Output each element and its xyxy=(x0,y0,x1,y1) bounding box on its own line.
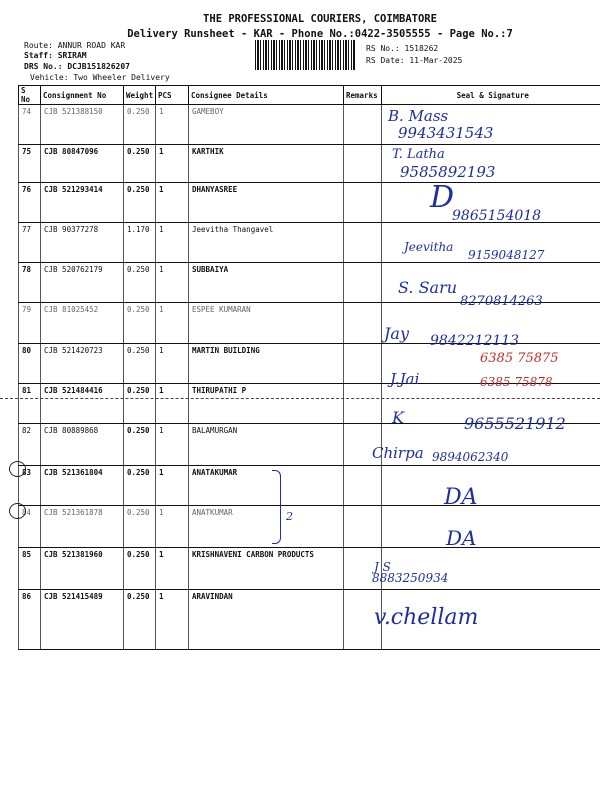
table-row xyxy=(19,344,600,384)
phone-82: 9655521912 xyxy=(464,414,566,433)
drs-number: DRS No.: DCJB151826207 xyxy=(24,62,130,71)
row-signature xyxy=(382,145,600,183)
phone-83: 9894062340 xyxy=(432,450,509,464)
row-consignee: KARTHIK xyxy=(189,145,344,183)
row-signature xyxy=(382,548,600,590)
row-consignee: MARTIN BUILDING xyxy=(189,344,344,384)
barcode xyxy=(255,40,355,70)
row-pcs: 1 xyxy=(156,506,189,548)
row-consignment: CJB 521484416 xyxy=(41,384,124,424)
row-signature xyxy=(382,590,600,650)
col-sno: S No xyxy=(19,86,41,105)
row-weight: 0.250 xyxy=(124,424,156,466)
row-remarks xyxy=(344,223,382,263)
row-consignment: CJB 521381960 xyxy=(41,548,124,590)
row-consignment: CJB 520762179 xyxy=(41,263,124,303)
col-weight: Weight xyxy=(124,86,156,105)
row-83-circle-mark xyxy=(9,461,26,477)
phone-74: 9943431543 xyxy=(398,124,494,142)
row-sno: 84 xyxy=(19,506,41,548)
row-sno: 83 xyxy=(19,466,41,506)
signature-82: K xyxy=(392,408,404,427)
row-pcs: 1 xyxy=(156,384,189,424)
runsheet-title: Delivery Runsheet - KAR - Phone No.:0422-3505555 - Page No.:7 xyxy=(127,28,513,40)
rs-number: RS No.: 1518262 xyxy=(366,44,439,53)
row-sno: 86 xyxy=(19,590,41,650)
row-remarks xyxy=(344,466,382,506)
row-signature xyxy=(382,506,600,548)
table-row xyxy=(19,223,600,263)
row-weight: 0.250 xyxy=(124,506,156,548)
row-consignee: ARAVINDAN xyxy=(189,590,344,650)
row-signature xyxy=(382,344,600,384)
row-remarks xyxy=(344,303,382,344)
phone-81-red: 6385 75878 xyxy=(480,375,553,389)
row-sno: 79 xyxy=(19,303,41,344)
signature-78: S. Saru xyxy=(398,278,458,297)
row-signature xyxy=(382,105,600,145)
row-sno: 76 xyxy=(19,183,41,223)
phone-77: 9159048127 xyxy=(468,248,545,262)
table-row xyxy=(19,303,600,344)
signature-85: J S xyxy=(374,560,391,574)
row-sno: 81 xyxy=(19,384,41,424)
row-sno: 78 xyxy=(19,263,41,303)
row-weight: 0.250 xyxy=(124,263,156,303)
route: Route: ANNUR ROAD KAR xyxy=(24,41,126,50)
handwritten-name-77: Jeevitha xyxy=(404,240,454,254)
staff: Staff: SRIRAM xyxy=(24,51,87,60)
signature-79: Jay xyxy=(384,324,409,343)
row-sno: 75 xyxy=(19,145,41,183)
row-consignment: CJB 81025452 xyxy=(41,303,124,344)
row-consignee: Jeevitha Thangavel xyxy=(189,223,344,263)
row-weight: 0.250 xyxy=(124,105,156,145)
col-signature: Seal & Signature xyxy=(382,86,600,105)
table-row xyxy=(19,384,600,424)
row-remarks xyxy=(344,183,382,223)
row-consignment: CJB 80889868 xyxy=(41,424,124,466)
row-84-circle-mark xyxy=(9,503,26,519)
row-sno: 82 xyxy=(19,424,41,466)
row-consignee: THIRUPATHI P xyxy=(189,384,344,424)
col-remarks: Remarks xyxy=(344,86,382,105)
signature-84a: DA xyxy=(444,485,478,510)
signature-75: T. Latha xyxy=(392,147,445,162)
table-row xyxy=(19,424,600,466)
row-pcs: 1 xyxy=(156,466,189,506)
row-remarks xyxy=(344,384,382,424)
row-consignment: CJB 521420723 xyxy=(41,344,124,384)
row-remarks xyxy=(344,548,382,590)
row-consignee: GAMEBOY xyxy=(189,105,344,145)
signature-83: Chirpa xyxy=(372,444,424,462)
table-row xyxy=(19,466,600,506)
phone-79: 9842212113 xyxy=(430,333,520,349)
scan-dash-line xyxy=(0,398,600,399)
signature-84b: DA xyxy=(446,526,477,550)
row-weight: 0.250 xyxy=(124,466,156,506)
row-signature xyxy=(382,424,600,466)
row-sno: 85 xyxy=(19,548,41,590)
company-title: THE PROFESSIONAL COURIERS, COIMBATORE xyxy=(203,13,437,25)
row-pcs: 1 xyxy=(156,344,189,384)
row-pcs: 1 xyxy=(156,303,189,344)
phone-75: 9585892193 xyxy=(400,163,496,181)
table-row xyxy=(19,263,600,303)
table-row xyxy=(19,590,600,650)
row-remarks xyxy=(344,590,382,650)
row-consignee: ANATKUMAR xyxy=(189,506,344,548)
row-signature xyxy=(382,384,600,424)
phone-78: 8270814263 xyxy=(460,294,543,309)
row-pcs: 1 xyxy=(156,548,189,590)
row-consignee: ESPEE KUMARAN xyxy=(189,303,344,344)
row-remarks xyxy=(344,145,382,183)
phone-76: 9865154018 xyxy=(452,208,542,224)
row-signature xyxy=(382,303,600,344)
row-consignee: ANATAKUMAR xyxy=(189,466,344,506)
row-weight: 0.250 xyxy=(124,303,156,344)
row-pcs: 1 xyxy=(156,590,189,650)
signature-74: B. Mass xyxy=(388,107,449,125)
row-pcs: 1 xyxy=(156,145,189,183)
row-consignee: SUBBAIYA xyxy=(189,263,344,303)
row-signature xyxy=(382,183,600,223)
row-remarks xyxy=(344,263,382,303)
row-remarks xyxy=(344,105,382,145)
row-remarks xyxy=(344,506,382,548)
signature-86: v.chellam xyxy=(374,605,479,630)
row-signature xyxy=(382,263,600,303)
row-signature xyxy=(382,223,600,263)
row-consignment: CJB 521293414 xyxy=(41,183,124,223)
table-row xyxy=(19,183,600,223)
signature-76: D xyxy=(430,180,455,215)
row-consignee: BALAMURGAN xyxy=(189,424,344,466)
group-bracket xyxy=(272,470,281,544)
row-sno: 77 xyxy=(19,223,41,263)
row-pcs: 1 xyxy=(156,424,189,466)
row-remarks xyxy=(344,424,382,466)
row-consignment: CJB 521388150 xyxy=(41,105,124,145)
table-row xyxy=(19,548,600,590)
table-row xyxy=(19,105,600,145)
col-consignment: Consignment No xyxy=(41,86,124,105)
row-weight: 0.250 xyxy=(124,145,156,183)
vehicle: Vehicle: Two Wheeler Delivery xyxy=(30,73,170,82)
row-consignee: KRISHNAVENI CARBON PRODUCTS xyxy=(189,548,344,590)
row-consignment: CJB 90377278 xyxy=(41,223,124,263)
row-sno: 80 xyxy=(19,344,41,384)
row-weight: 0.250 xyxy=(124,183,156,223)
row-consignee: DHANYASREE xyxy=(189,183,344,223)
row-remarks xyxy=(344,344,382,384)
col-consignee: Consignee Details xyxy=(189,86,344,105)
table-row xyxy=(19,145,600,183)
row-consignment: CJB 521415489 xyxy=(41,590,124,650)
col-pcs: PCS xyxy=(156,86,189,105)
row-pcs: 1 xyxy=(156,183,189,223)
row-sno: 74 xyxy=(19,105,41,145)
bracket-count: 2 xyxy=(286,510,293,523)
row-pcs: 1 xyxy=(156,105,189,145)
row-signature xyxy=(382,466,600,506)
row-consignment: CJB 521361878 xyxy=(41,506,124,548)
row-weight: 0.250 xyxy=(124,344,156,384)
row-pcs: 1 xyxy=(156,263,189,303)
table-row xyxy=(19,506,600,548)
row-consignment: CJB 80847096 xyxy=(41,145,124,183)
row-weight: 0.250 xyxy=(124,590,156,650)
runsheet-table xyxy=(18,85,600,650)
rs-date: RS Date: 11-Mar-2025 xyxy=(366,56,463,65)
phone-85: 8883250934 xyxy=(372,571,449,585)
table-header xyxy=(19,86,600,105)
row-pcs: 1 xyxy=(156,223,189,263)
signature-81: J.Jai xyxy=(390,370,420,388)
phone-80-red: 6385 75875 xyxy=(480,351,559,366)
row-consignment: CJB 521361804 xyxy=(41,466,124,506)
row-weight: 0.250 xyxy=(124,384,156,424)
row-weight: 0.250 xyxy=(124,548,156,590)
row-weight: 1.170 xyxy=(124,223,156,263)
